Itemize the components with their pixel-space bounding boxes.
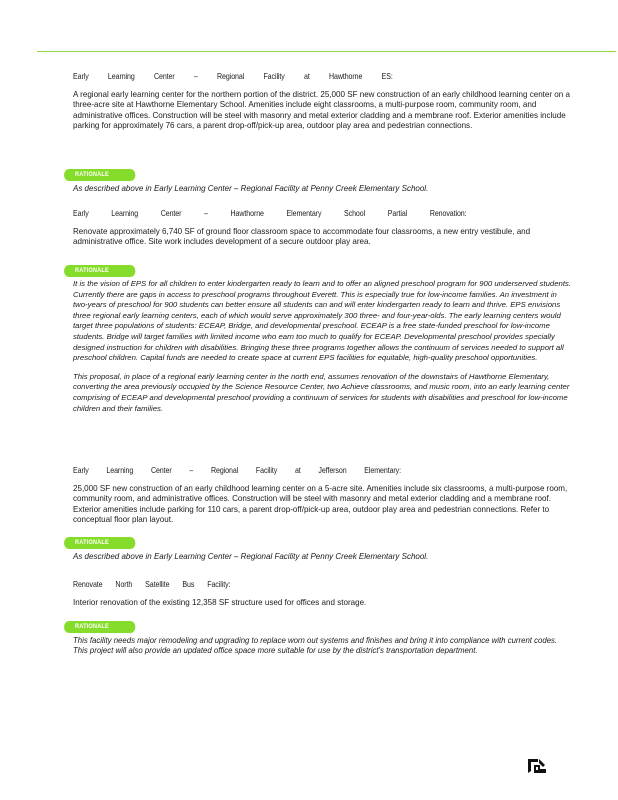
heading-word: Center: [160, 208, 182, 218]
rationale-badge: RATIONALE: [64, 169, 135, 181]
heading-word: North: [115, 579, 133, 589]
heading-word: –: [204, 208, 208, 218]
heading-word: at: [294, 465, 301, 475]
heading-word: Bus: [182, 579, 195, 589]
rationale-text: As described above in Early Learning Center – Regional Facility at Penny Creek Elementary School.: [73, 184, 429, 193]
heading-word: Renovate: [73, 579, 103, 589]
section-description: 25,000 SF new construction of an early childhood learning center on a 5-acre site. Amenities include six classrooms, a multi-purpose room, community room, and administrative offices. Construction will be steel with masonry and metal exterior cladding and a membrane roof. Exterior amenities include parking for 110 cars, a parent drop-off/pick-up area, outdoor play area and pedestrian connections. Refer to conceptual floor plan layout.: [73, 484, 568, 525]
section-jefferson-elc: [73, 465, 573, 531]
heading-word: Early: [73, 465, 89, 475]
rationale-text: It is the vision of EPS for all children to enter kindergarten ready to learn and to offer an aligned preschool program for 900 underserved students. Currently there are gaps in access to preschool programs throughout Everett. This is especially true for low-income families. An investment in two-years of preschool for 900 students can better ensure all students can and will enter kindergarten ready to learn and thrive. EPS envisions three regional early learning centers, each of which would serve approximately 300 three- and four-year-olds. The early learning centers would target three populations of students: ECEAP, Bridge, and developmental preschool. ECEAP is a free state-funded preschool for low-income students. Bridge will target families with limited income who earn too much to qualify for ECEAP. Developmental preschool provides specially designed instruction for children with disabilities. Bringing these three programs together allows the continuum of services needed to support all preschool children. Capital funds are needed to create space at current EPS facilities for equitable, high-quality preschool opportunities.: [73, 279, 572, 363]
eps-logo-icon: [526, 757, 548, 775]
section-hawthorne-renovation: [73, 208, 573, 259]
section-heading: [73, 71, 393, 81]
heading-word: Center: [153, 71, 175, 81]
rationale-text: As described above in Early Learning Center – Regional Facility at Penny Creek Elementary School.: [73, 552, 429, 561]
heading-word: ES:: [381, 71, 393, 81]
heading-word: School: [344, 208, 366, 218]
rationale-block: [73, 531, 573, 576]
heading-word: Facility: [263, 71, 285, 81]
rationale-block: [73, 259, 573, 469]
rationale-block: [73, 163, 573, 203]
heading-word: –: [193, 71, 198, 81]
heading-word: Facility:: [207, 579, 231, 589]
section-heading: [73, 579, 230, 589]
rationale-block: [73, 615, 573, 657]
section-description: Renovate approximately 6,740 SF of ground floor classroom space to accommodate four classrooms, a new entry vestibule, and administrative office. Site work includes development of a secure outdoor play area.: [73, 227, 531, 247]
heading-word: Elementary: [286, 208, 322, 218]
rationale-badge: RATIONALE: [64, 265, 135, 277]
heading-word: Regional: [217, 71, 245, 81]
heading-word: Early: [73, 71, 89, 81]
heading-word: Partial: [387, 208, 408, 218]
section-north-bus-facility: [73, 579, 573, 615]
heading-word: –: [189, 465, 194, 475]
section-heading: [73, 465, 401, 475]
heading-word: Hawthorne: [230, 208, 264, 218]
rationale-badge: RATIONALE: [64, 537, 135, 549]
heading-word: Elementary:: [364, 465, 401, 475]
heading-word: Learning: [107, 71, 135, 81]
heading-word: Center: [150, 465, 172, 475]
heading-word: Learning: [111, 208, 139, 218]
heading-word: Hawthorne: [328, 71, 363, 81]
section-heading: [73, 208, 467, 218]
rationale-text: This proposal, in place of a regional early learning center in the north end, assumes renovation of the downstairs of Hawthorne Elementary, converting the area previously occupied by the Science Resource Center, two Achieve classrooms, and music room, into an early learning center comprising of ECEAP and developmental preschool providing a continuum of services for students with disabilities and preschool for low-income children and their families.: [73, 371, 570, 413]
heading-word: Learning: [106, 465, 134, 475]
heading-word: Early: [73, 208, 89, 218]
section-description: A regional early learning center for the northern portion of the district. 25,000 SF new construction of an early childhood learning center on a three-acre site at Hawthorne Elementary School. Amenities include eight classrooms, a multi-purpose room, community room, and administrative offices. Construction will be steel with masonry and metal exterior cladding and a membrane roof. Exterior amenities include parking for approximately 76 cars, a parent drop-off/pick-up area, outdoor play area and pedestrian connections.: [73, 90, 570, 131]
header-rule: [37, 51, 616, 52]
rationale-text: This facility needs major remodeling and upgrading to replace worn out systems and finishes and bring it into compliance with current codes. This project will also provide an updated office space more suitable for use by the district's transportation department.: [73, 636, 558, 656]
heading-word: at: [304, 71, 310, 81]
heading-word: Renovation:: [429, 208, 467, 218]
heading-word: Regional: [210, 465, 239, 475]
section-description: Interior renovation of the existing 12,358 SF structure used for offices and storage.: [73, 598, 367, 607]
heading-word: Satellite: [145, 579, 170, 589]
rationale-badge: RATIONALE: [64, 621, 135, 633]
heading-word: Jefferson: [318, 465, 347, 475]
document-body: [73, 71, 573, 657]
section-hawthorne-elc: [73, 71, 573, 163]
heading-word: Facility: [255, 465, 278, 475]
